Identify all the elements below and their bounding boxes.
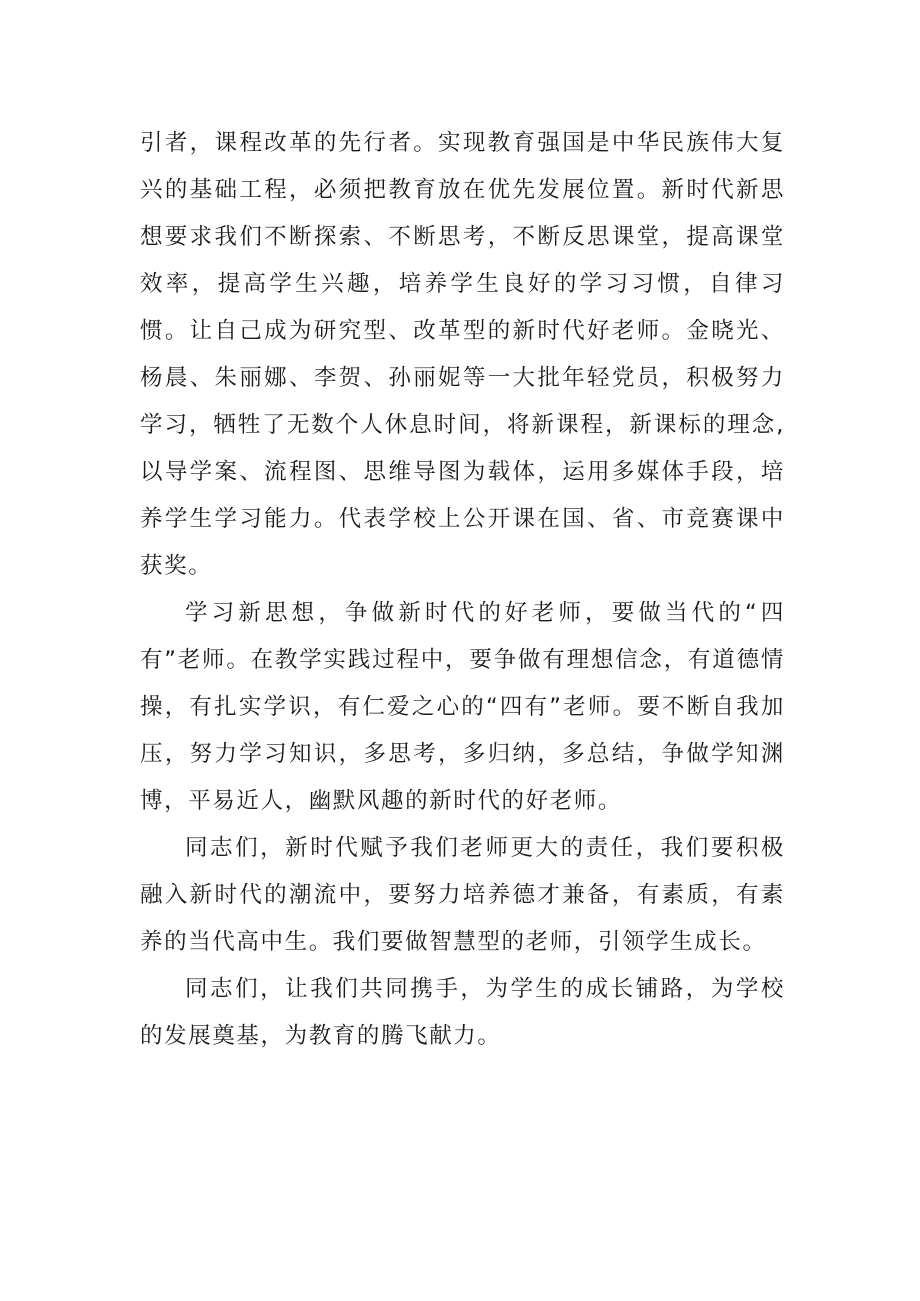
paragraph-four-haves-teacher: 学习新思想，争做新时代的好老师，要做当代的“四有”老师。在教学实践过程中，要争做有理想信念，有道德情操，有扎实学识，有仁爱之心的“四有”老师。要不断自我加压，努力学习知识，多思考，多归纳，多总结，争做学知渊博，平易近人，幽默风趣的新时代的好老师。 (140, 600, 785, 814)
paragraph-new-era-responsibility: 同志们，新时代赋予我们老师更大的责任，我们要积极融入新时代的潮流中，要努力培养德才兼备，有素质，有素养的当代高中生。我们要做智慧型的老师，引领学生成长。 (140, 835, 785, 955)
document-body (140, 120, 785, 1060)
paragraph-continuation: 引者，课程改革的先行者。实现教育强国是中华民族伟大复兴的基础工程，必须把教育放在优先发展位置。新时代新思想要求我们不断探索、不断思考，不断反思课堂，提高课堂效率，提高学生兴趣，培养学生良好的学习习惯，自律习惯。让自己成为研究型、改革型的新时代好老师。金晓光、杨晨、朱丽娜、李贺、孙丽妮等一大批年轻党员，积极努力学习，牺牲了无数个人休息时间，将新课程，新课标的理念,以导学案、流程图、思维导图为载体，运用多媒体手段，培养学生学习能力。代表学校上公开课在国、省、市竞赛课中获奖。 (140, 130, 785, 579)
paragraph-closing-call: 同志们，让我们共同携手，为学生的成长铺路，为学校的发展奠基，为教育的腾飞献力。 (140, 976, 785, 1049)
